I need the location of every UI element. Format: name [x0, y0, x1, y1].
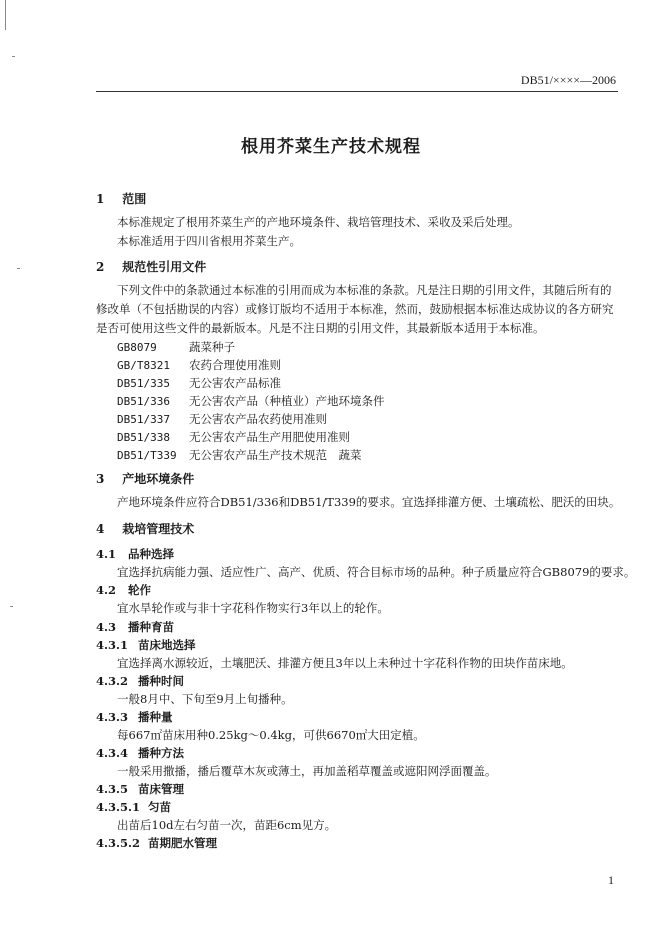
reference-code: DB51/T339	[117, 449, 177, 462]
section-title: 品种选择	[128, 547, 175, 561]
section-4-2-paragraph: 宜水旱轮作或与非十字花科作物实行3年以上的轮作。	[117, 601, 389, 615]
section-number: 4	[96, 522, 105, 536]
section-title: 苗床地选择	[138, 638, 196, 652]
section-4-3-5-1-paragraph: 出苗后10d左右匀苗一次，苗距6cm见方。	[117, 818, 337, 832]
section-title: 匀苗	[148, 800, 172, 814]
reference-title: 无公害农产品生产技术规范 蔬菜	[189, 448, 362, 462]
document-title: 根用芥菜生产技术规程	[241, 137, 421, 157]
section-title: 栽培管理技术	[122, 522, 195, 536]
section-4-1-heading	[96, 546, 174, 562]
section-2-paragraph-line-3: 是否可使用这些文件的最新版本。凡是不注日期的引用文件，其最新版本适用于本标准。	[96, 321, 545, 335]
document-code: DB51/××××—2006	[520, 73, 616, 87]
section-number: 4.3.3	[96, 710, 129, 724]
reference-title: 无公害农产品（种植业）产地环境条件	[189, 394, 385, 408]
section-title: 苗期肥水管理	[148, 836, 218, 850]
reference-title: 蔬菜种子	[189, 340, 235, 354]
scan-mark	[17, 268, 20, 269]
section-number: 2	[96, 260, 105, 274]
section-title: 规范性引用文件	[122, 260, 207, 274]
reference-code: DB51/335	[117, 377, 170, 390]
reference-item	[117, 444, 362, 463]
reference-item	[117, 426, 350, 445]
section-4-3-1-heading	[96, 637, 196, 653]
reference-item	[117, 336, 235, 355]
reference-code: GB/T8321	[117, 359, 170, 372]
section-1-paragraph-2: 本标准适用于四川省根用芥菜生产。	[117, 234, 301, 248]
section-1-paragraph-1: 本标准规定了根用芥菜生产的产地环境条件、栽培管理技术、采收及采后处理。	[117, 215, 520, 229]
section-number: 1	[96, 192, 105, 206]
section-4-heading	[96, 520, 194, 537]
section-4-3-5-2-heading	[96, 835, 217, 851]
section-4-3-5-1-heading	[96, 799, 171, 815]
reference-item	[117, 390, 385, 409]
section-title: 轮作	[128, 583, 152, 597]
section-4-3-4-heading	[96, 745, 184, 761]
section-number: 4.3.4	[96, 746, 129, 760]
reference-item	[117, 354, 281, 373]
section-4-3-heading	[96, 619, 174, 635]
section-4-3-2-paragraph: 一般8月中、下旬至9月上旬播种。	[117, 692, 293, 706]
section-3-heading	[96, 470, 194, 487]
reference-item	[117, 372, 281, 391]
section-4-3-3-heading	[96, 709, 173, 725]
section-number: 4.3	[96, 620, 117, 634]
section-number: 4.3.5	[96, 782, 129, 796]
section-4-3-5-heading	[96, 781, 184, 797]
section-number: 4.3.5.2	[96, 836, 141, 850]
reference-code: DB51/337	[117, 413, 170, 426]
section-title: 播种方法	[138, 746, 185, 760]
section-number: 4.1	[96, 547, 117, 561]
reference-code: DB51/338	[117, 431, 170, 444]
section-title: 播种时间	[138, 674, 185, 688]
section-2-heading	[96, 258, 206, 275]
section-number: 4.3.1	[96, 638, 129, 652]
reference-title: 无公害农产品生产用肥使用准则	[189, 430, 350, 444]
section-4-3-4-paragraph: 一般采用撒播，播后覆草木灰或薄土，再加盖稻草覆盖或遮阳网浮面覆盖。	[117, 764, 497, 778]
scan-mark	[12, 56, 15, 57]
section-number: 4.3.5.1	[96, 800, 141, 814]
section-4-2-heading	[96, 582, 151, 598]
header-rule	[96, 91, 618, 92]
section-2-paragraph-line-1: 下列文件中的条款通过本标准的引用而成为本标准的条款。凡是注日期的引用文件，其随后所有的	[117, 283, 612, 297]
section-title: 范围	[122, 192, 147, 206]
scan-mark	[5, 0, 6, 30]
section-number: 3	[96, 472, 105, 486]
section-title: 苗床管理	[138, 782, 185, 796]
reference-code: GB8079	[117, 341, 157, 354]
section-2-paragraph-line-2: 修改单（不包括勘误的内容）或修订版均不适用于本标准，然而，鼓励根据本标准达成协议的各方研究	[96, 302, 614, 316]
page-number: 1	[608, 873, 614, 887]
scan-mark	[10, 606, 13, 607]
section-title: 播种育苗	[128, 620, 175, 634]
section-title: 播种量	[138, 710, 173, 724]
reference-title: 农药合理使用准则	[189, 358, 281, 372]
section-number: 4.3.2	[96, 674, 129, 688]
section-4-3-3-paragraph: 每667㎡苗床用种0.25kg～0.4kg，可供6670㎡大田定植。	[117, 728, 425, 742]
reference-code: DB51/336	[117, 395, 170, 408]
reference-item	[117, 408, 327, 427]
reference-title: 无公害农产品农药使用准则	[189, 412, 327, 426]
section-title: 产地环境条件	[122, 472, 195, 486]
section-number: 4.2	[96, 583, 117, 597]
section-4-1-paragraph: 宜选择抗病能力强、适应性广、高产、优质、符合目标市场的品种。种子质量应符合GB8079的要求。	[117, 565, 636, 579]
section-1-heading	[96, 190, 146, 207]
section-4-3-1-paragraph: 宜选择离水源较近，土壤肥沃、排灌方便且3年以上未种过十字花科作物的田块作苗床地。	[117, 656, 573, 670]
reference-title: 无公害农产品标准	[189, 376, 281, 390]
section-3-paragraph: 产地环境条件应符合DB51/336和DB51/T339的要求。宜选择排灌方便、土壤疏松、肥沃的田块。	[117, 495, 621, 509]
section-4-3-2-heading	[96, 673, 184, 689]
